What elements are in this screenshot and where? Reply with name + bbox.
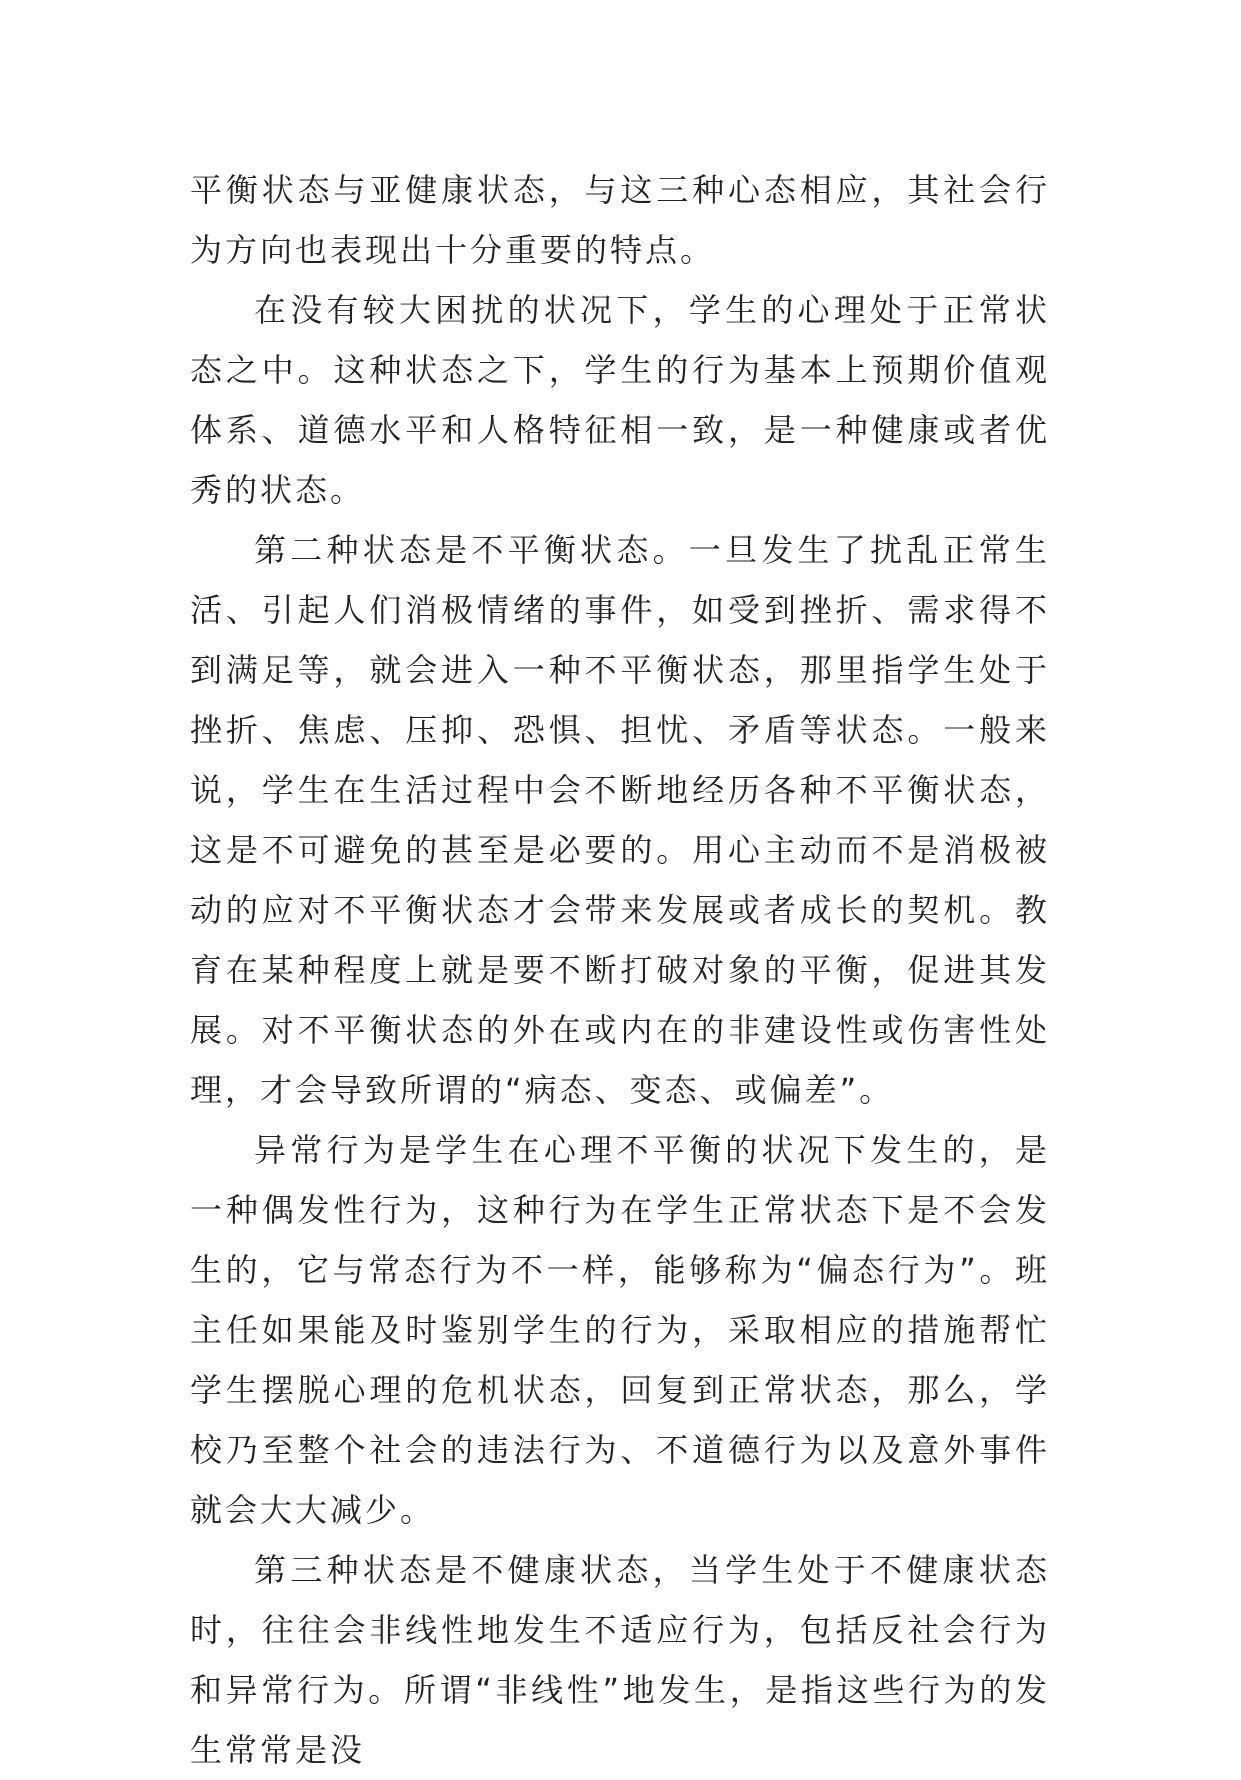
paragraph-normal-state: 在没有较大困扰的状况下，学生的心理处于正常状态之中。这种状态之下，学生的行为基本上预期价值观体系、道德水平和人格特征相一致，是一种健康或者优秀的状态。: [190, 291, 1050, 509]
paragraph-unhealthy-state: 第三种状态是不健康状态，当学生处于不健康状态时，往往会非线性地发生不适应行为，包括反社会行为和异常行为。所谓“非线性”地发生，是指这些行为的发生常常是没: [190, 1551, 1050, 1769]
paragraph-imbalance-state: 第二种状态是不平衡状态。一旦发生了扰乱正常生活、引起人们消极情绪的事件，如受到挫折、需求得不到满足等，就会进入一种不平衡状态，那里指学生处于挫折、焦虑、压抑、恐惧、担忧、矛盾等状态。一般来说，学生在生活过程中会不断地经历各种不平衡状态，这是不可避免的甚至是必要的。用心主动而不是消极被动的应对不平衡状态才会带来发展或者成长的契机。教育在某种程度上就是要不断打破对象的平衡，促进其发展。对不平衡状态的外在或内在的非建设性或伤害性处理，才会导致所谓的“病态、变态、或偏差”。: [190, 531, 1050, 1109]
document-body: [190, 160, 1050, 1780]
paragraph-abnormal-behavior: 异常行为是学生在心理不平衡的状况下发生的，是一种偶发性行为，这种行为在学生正常状态下是不会发生的，它与常态行为不一样，能够称为“偏态行为”。班主任如果能及时鉴别学生的行为，采取相应的措施帮忙学生摆脱心理的危机状态，回复到正常状态，那么，学校乃至整个社会的违法行为、不道德行为以及意外事件就会大大减少。: [190, 1131, 1050, 1529]
paragraph-continued: 平衡状态与亚健康状态，与这三种心态相应，其社会行为方向也表现出十分重要的特点。: [190, 171, 1050, 269]
